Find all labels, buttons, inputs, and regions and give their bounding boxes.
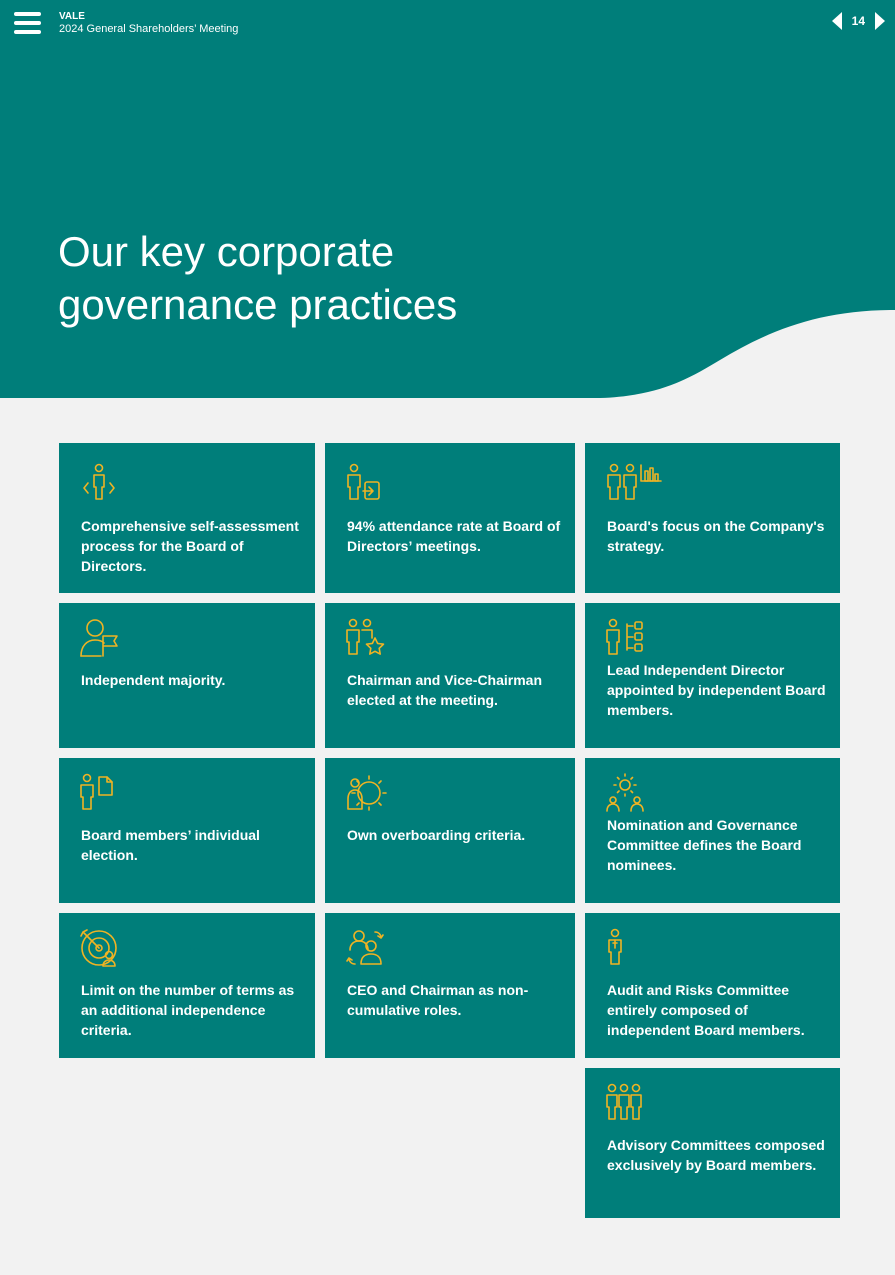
- self-assessment-icon: [79, 463, 123, 503]
- previous-page-icon[interactable]: [832, 12, 842, 30]
- practice-text: Independent majority.: [81, 672, 226, 688]
- hero-wave-background: [0, 0, 895, 400]
- role-swap-icon: [345, 928, 389, 968]
- practice-card: [59, 443, 315, 593]
- page-title: [58, 225, 457, 331]
- attendance-icon: [345, 463, 389, 503]
- practice-text: Audit and Risks Committee entirely composed of independent Board members.: [607, 982, 805, 1038]
- page-navigator: [832, 12, 885, 30]
- practice-card: [59, 913, 315, 1058]
- practice-text: Chairman and Vice-Chairman elected at the meeting.: [347, 672, 543, 708]
- next-page-icon[interactable]: [875, 12, 885, 30]
- election-star-icon: [345, 618, 389, 658]
- target-limit-icon: [79, 928, 123, 968]
- brand-name: VALE: [59, 11, 85, 22]
- lead-director-icon: [605, 618, 649, 658]
- practice-text: Nomination and Governance Committee defines the Board nominees.: [607, 817, 802, 873]
- practice-text: Own overboarding criteria.: [347, 827, 526, 843]
- practice-card: [585, 913, 840, 1058]
- practice-text: Lead Independent Director appointed by independent Board members.: [607, 662, 826, 718]
- practice-text: Advisory Committees composed exclusively by Board members.: [607, 1137, 825, 1173]
- audit-member-icon: [605, 928, 649, 968]
- practice-text: 94% attendance rate at Board of Directors’ meetings.: [347, 518, 561, 554]
- practice-card: [59, 603, 315, 748]
- practice-card: [325, 758, 575, 903]
- practice-card: [325, 603, 575, 748]
- practice-text: Comprehensive self-assessment process for the Board of Directors.: [81, 518, 299, 574]
- overboarding-gear-icon: [345, 773, 389, 813]
- independent-flag-icon: [79, 618, 123, 658]
- individual-election-icon: [79, 773, 123, 813]
- practice-card: [59, 758, 315, 903]
- practice-text: Board's focus on the Company's strategy.: [607, 518, 825, 554]
- hero-banner: [0, 0, 895, 400]
- document-subtitle: 2024 General Shareholders’ Meeting: [59, 23, 239, 35]
- practice-text: Board members’ individual election.: [81, 827, 260, 863]
- practice-text: Limit on the number of terms as an additional independence criteria.: [81, 982, 295, 1038]
- practice-card: [585, 758, 840, 903]
- practice-card: [325, 913, 575, 1058]
- menu-icon[interactable]: [14, 12, 41, 34]
- page-title-line-2: governance practices: [58, 281, 458, 328]
- page-title-line-1: Our key corporate: [58, 228, 395, 275]
- practice-card: [585, 603, 840, 748]
- practice-card: [325, 443, 575, 593]
- strategy-focus-icon: [605, 463, 663, 503]
- practice-text: CEO and Chairman as non-cumulative roles.: [347, 982, 529, 1018]
- practice-card: [585, 1068, 840, 1218]
- advisory-group-icon: [605, 1083, 649, 1123]
- brand-block: [59, 11, 238, 35]
- nomination-committee-icon: [605, 773, 649, 813]
- page-number: 14: [851, 14, 865, 28]
- practice-card: [585, 443, 840, 593]
